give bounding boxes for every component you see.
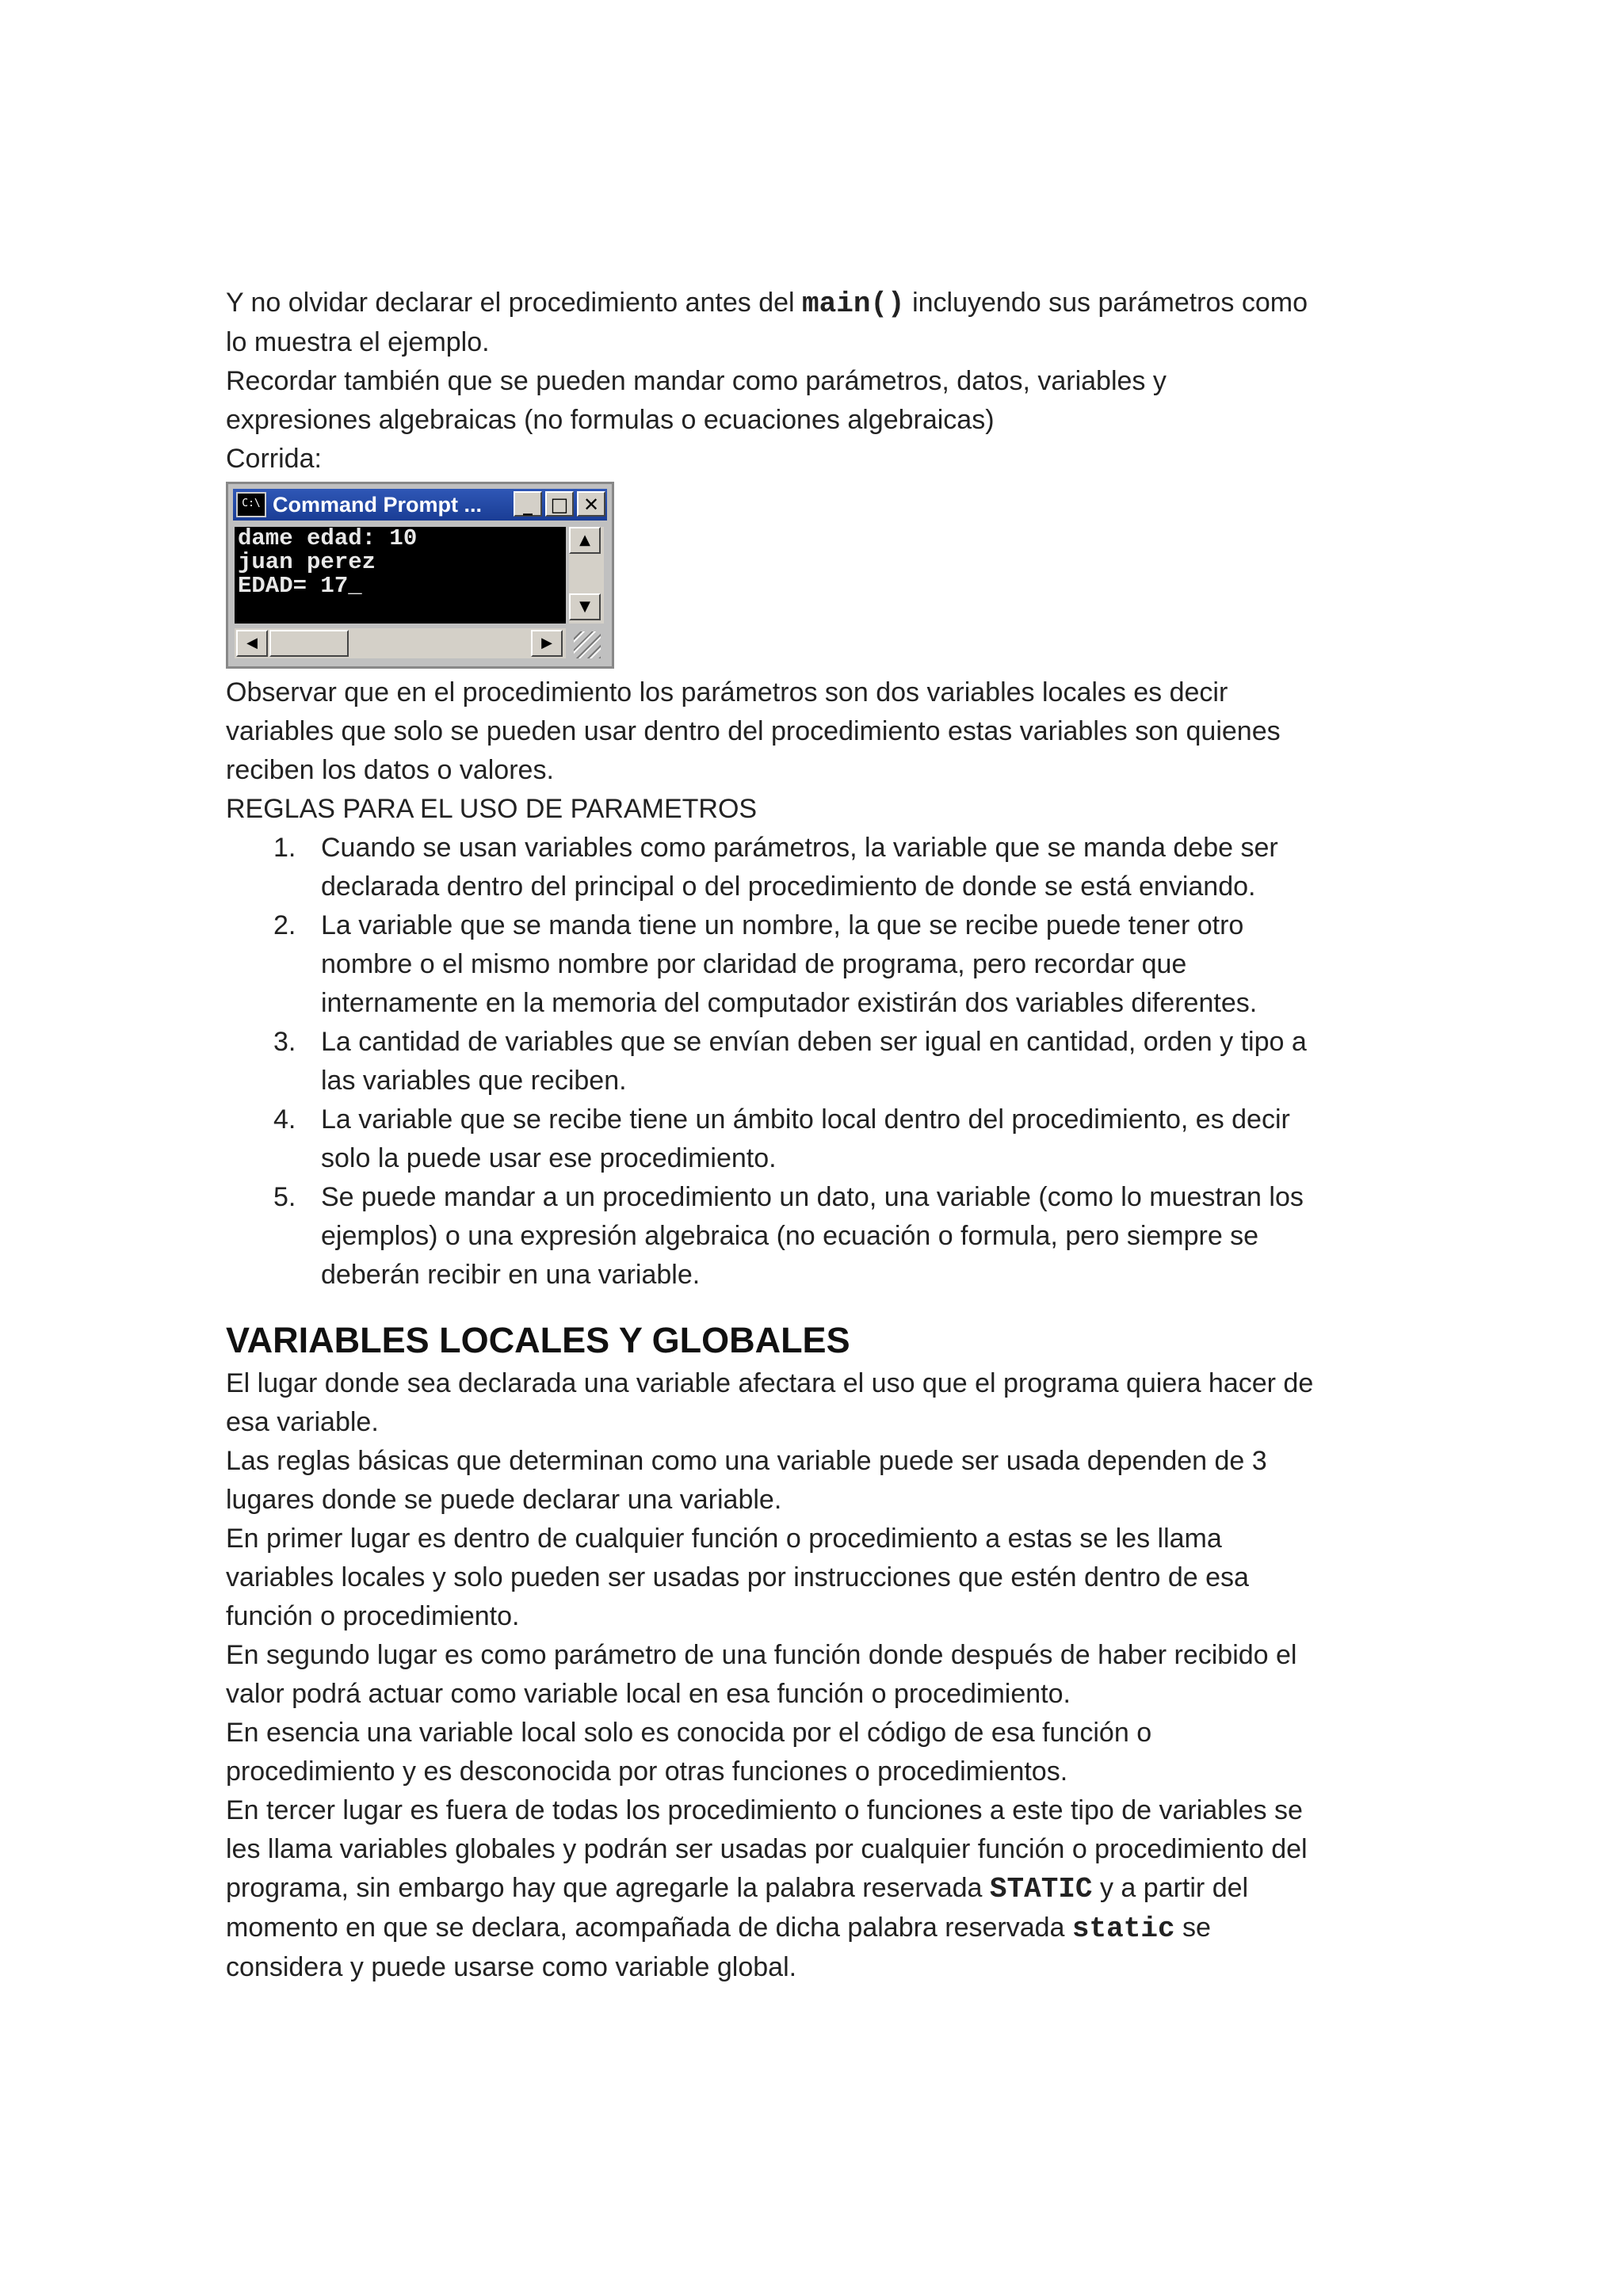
minimize-button[interactable]: _ [514,491,542,517]
scroll-right-icon[interactable]: ▶ [531,630,563,657]
scroll-left-icon[interactable]: ◀ [236,630,268,657]
paragraph-line: El lugar donde sea declarada una variable afectara el uso que el programa quiera hacer de [226,1368,1314,1398]
list-item: 2. La variable que se manda tiene un nombre, la que se recibe puede tener otro nombre o el mismo nombre por claridad de programa, pero recordar que internamente en la memoria del computador existirán dos variables diferentes. [226,906,1415,1023]
paragraph-line: variables locales y solo pueden ser usadas por instrucciones que estén dentro de esa [226,1562,1249,1592]
paragraph-line: les llama variables globales y podrán ser usadas por cualquier función o procedimiento del [226,1834,1308,1864]
horizontal-scrollbar[interactable] [235,628,566,658]
intro-line-1: Y no olvidar declarar el procedimiento antes del main() incluyendo sus parámetros como [226,288,1308,320]
window-controls [514,491,605,517]
rules-heading: REGLAS PARA EL USO DE PARAMETROS [226,794,758,824]
paragraph-line: En tercer lugar es fuera de todas los procedimiento o funciones a este tipo de variables se [226,1795,1303,1825]
paragraph-line: esa variable. [226,1407,379,1437]
paragraph-line: valor podrá actuar como variable local en esa función o procedimiento. [226,1679,1071,1709]
list-number: 4. [273,1104,296,1135]
paragraph-line: En primer lugar es dentro de cualquier función o procedimiento a estas se les llama [226,1524,1222,1554]
paragraph-line: programa, sin embargo hay que agregarle la palabra reservada STATIC y a partir del [226,1873,1249,1905]
console-line: dame edad: 10 [238,525,418,551]
list-number: 1. [273,833,296,863]
maximize-button[interactable]: □ [545,491,574,517]
paragraph-line: procedimiento y es desconocida por otras funciones o procedimientos. [226,1756,1068,1787]
list-number: 2. [273,910,296,940]
list-item: 5. Se puede mandar a un procedimiento un dato, una variable (como lo muestran los ejemplos) o una expresión algebraica (no ecuación o formula, pero siempre se deberán recibir en una variable. [226,1178,1415,1295]
paragraph-line: función o procedimiento. [226,1601,520,1631]
list-item: 1. Cuando se usan variables como parámetros, la variable que se manda debe ser declarada dentro del principal o del procedimiento de donde se está enviando. [226,829,1415,906]
paragraph-line: considera y puede usarse como variable global. [226,1952,797,1982]
scroll-down-icon[interactable]: ▼ [569,593,601,620]
close-button[interactable]: ✕ [577,491,605,517]
paragraph-line: lugares donde se puede declarar una variable. [226,1485,782,1515]
command-prompt-window [226,482,614,669]
vertical-scrollbar[interactable] [569,527,604,624]
scroll-up-icon[interactable]: ▲ [569,527,601,554]
static-keyword-lower: static [1071,1913,1175,1945]
section-heading: VARIABLES LOCALES Y GLOBALES [226,1320,850,1360]
paragraph-line: En segundo lugar es como parámetro de una función donde después de haber recibido el [226,1640,1297,1670]
command-prompt-title: Command Prompt ... [273,492,483,517]
paragraph-line: En esencia una variable local solo es conocida por el código de esa función o [226,1718,1152,1748]
list-item: 3. La cantidad de variables que se envían deben ser igual en cantidad, orden y tipo a las variables que reciben. [226,1023,1415,1100]
list-number: 3. [273,1027,296,1057]
static-keyword-upper: STATIC [989,1873,1093,1905]
paragraph-line: Las reglas básicas que determinan como una variable puede ser usada dependen de 3 [226,1446,1267,1476]
resize-grip-icon[interactable] [574,631,601,658]
intro-line-3: Recordar también que se pueden mandar como parámetros, datos, variables y [226,366,1167,396]
scroll-thumb[interactable] [269,630,349,657]
command-prompt-titlebar [233,489,607,521]
console-line: juan perez [238,549,376,575]
paragraph-line: momento en que se declara, acompañada de dicha palabra reservada static se [226,1913,1211,1945]
observe-line-3: reciben los datos o valores. [226,755,554,785]
intro-line-4: expresiones algebraicas (no formulas o ecuaciones algebraicas) [226,405,995,435]
observe-line-1: Observar que en el procedimiento los parámetros son dos variables locales es decir [226,677,1228,707]
list-item: 4. La variable que se recibe tiene un ámbito local dentro del procedimiento, es decir solo la puede usar ese procedimiento. [226,1100,1415,1178]
console-output [235,527,566,624]
main-keyword: main() [802,288,905,320]
console-line: EDAD= 17_ [238,573,362,599]
document-page [226,284,1415,1987]
corrida-label: Corrida: [226,444,322,474]
scroll-track[interactable] [569,554,604,593]
observe-line-2: variables que solo se pueden usar dentro del procedimiento estas variables son quienes [226,716,1281,746]
list-number: 5. [273,1182,296,1212]
rules-list [226,829,1415,1295]
intro-line-2: lo muestra el ejemplo. [226,327,490,357]
console-icon: C:\ [236,492,266,517]
